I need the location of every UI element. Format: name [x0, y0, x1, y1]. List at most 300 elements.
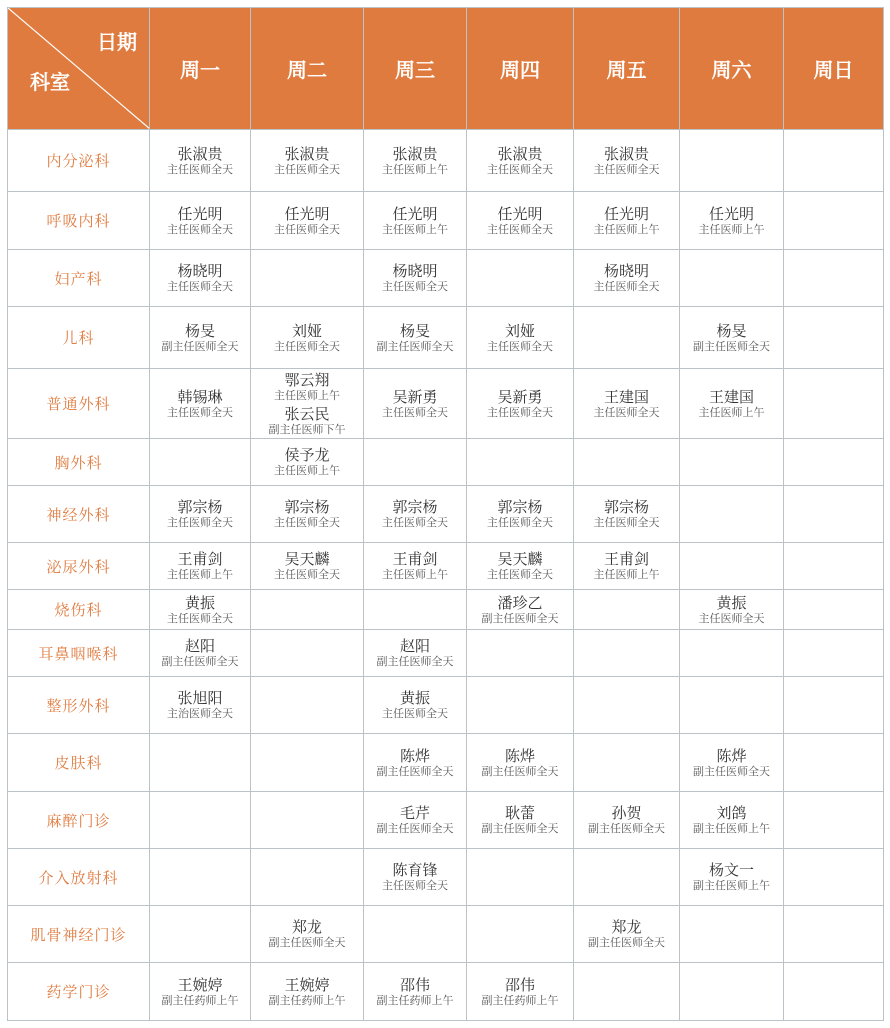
doctor-name: 杨文一	[708, 861, 754, 879]
doctor-name: 吴新勇	[392, 387, 438, 406]
doctor-entry	[167, 689, 233, 721]
schedule-cell	[467, 307, 574, 369]
doctor-title-session: 主任医师全天	[487, 516, 553, 529]
day-header: 周二	[251, 8, 364, 130]
doctor-name: 杨旻	[184, 321, 215, 340]
doctor-name: 王婉婷	[177, 975, 223, 994]
schedule-row	[8, 307, 884, 369]
department-name: 呼吸内科	[8, 192, 150, 250]
schedule-cell	[251, 734, 364, 792]
schedule-cell	[251, 439, 364, 486]
doctor-entry	[269, 405, 346, 437]
doctor-title-session: 主任医师全天	[487, 162, 553, 176]
doctor-entry	[382, 498, 448, 530]
doctor-entry	[167, 388, 233, 420]
doctor-name: 吴天麟	[284, 550, 330, 568]
schedule-cell	[364, 486, 467, 543]
doctor-entry	[594, 388, 660, 420]
schedule-cell	[784, 486, 884, 543]
schedule-cell	[574, 792, 680, 849]
doctor-title-session: 主任医师全天	[593, 280, 660, 293]
doctor-title-session: 副主任医师全天	[268, 936, 346, 949]
schedule-row	[8, 677, 884, 734]
schedule-cell	[784, 677, 884, 734]
doctor-name: 黄振	[184, 593, 215, 612]
schedule-row	[8, 963, 884, 1021]
schedule-cell	[467, 906, 574, 963]
schedule-row	[8, 130, 884, 192]
doctor-name: 郑龙	[291, 918, 322, 936]
schedule-cell	[784, 906, 884, 963]
schedule-cell	[364, 307, 467, 369]
schedule-cell	[467, 849, 574, 906]
schedule-cell	[574, 963, 680, 1021]
doctor-entry	[167, 550, 233, 582]
doctor-title-session: 副主任医师全天	[376, 822, 454, 835]
doctor-entry	[377, 637, 454, 669]
doctor-entry	[167, 594, 233, 626]
doctor-name: 张淑贵	[497, 144, 543, 163]
doctor-title-session: 主任医师上午	[698, 405, 765, 419]
doctor-title-session: 主任医师全天	[167, 611, 233, 625]
schedule-cell	[150, 906, 251, 963]
doctor-entry	[382, 205, 448, 237]
schedule-cell	[251, 963, 364, 1021]
schedule-cell	[150, 130, 251, 192]
doctor-title-session: 主任医师上午	[274, 388, 340, 402]
schedule-cell	[680, 906, 784, 963]
doctor-title-session: 主任医师上午	[698, 222, 765, 236]
schedule-cell	[680, 963, 784, 1021]
schedule-table	[7, 7, 884, 1021]
doctor-entry	[487, 205, 553, 237]
schedule-cell	[251, 307, 364, 369]
schedule-cell	[784, 307, 884, 369]
schedule-cell	[150, 734, 251, 792]
schedule-cell	[251, 543, 364, 590]
department-axis-label: 科室	[30, 70, 70, 94]
doctor-entry	[167, 205, 233, 237]
doctor-title-session: 主任医师全天	[382, 405, 448, 419]
schedule-cell	[680, 307, 784, 369]
doctor-name: 王建国	[603, 387, 649, 406]
doctor-name: 郭宗杨	[392, 498, 438, 516]
schedule-cell	[784, 963, 884, 1021]
doctor-entry	[588, 918, 665, 950]
schedule-cell	[467, 963, 574, 1021]
schedule-cell	[784, 250, 884, 307]
schedule-row	[8, 792, 884, 849]
doctor-name: 杨晓明	[392, 262, 438, 280]
doctor-name: 黄振	[716, 593, 747, 612]
doctor-name: 赵阳	[399, 637, 430, 655]
schedule-cell	[680, 439, 784, 486]
doctor-title-session: 主任医师全天	[487, 222, 553, 236]
doctor-name: 任光明	[603, 204, 649, 223]
schedule-cell	[467, 250, 574, 307]
schedule-cell	[251, 250, 364, 307]
schedule-cell	[574, 307, 680, 369]
schedule-cell	[150, 963, 251, 1021]
schedule-cell	[574, 250, 680, 307]
doctor-name: 刘娅	[291, 321, 322, 340]
doctor-title-session: 主任医师全天	[274, 339, 340, 353]
doctor-title-session: 主任医师全天	[167, 222, 233, 236]
doctor-name: 杨旻	[399, 321, 430, 340]
doctor-entry	[487, 498, 553, 530]
schedule-cell	[251, 590, 364, 630]
doctor-title-session: 副主任医师全天	[376, 764, 454, 778]
schedule-cell	[364, 130, 467, 192]
doctor-name: 张淑贵	[284, 144, 330, 163]
doctor-name: 任光明	[392, 204, 438, 223]
schedule-cell	[467, 792, 574, 849]
schedule-cell	[680, 734, 784, 792]
doctor-name: 耿蕾	[504, 804, 535, 822]
doctor-name: 邵伟	[504, 975, 535, 994]
doctor-name: 张旭阳	[177, 689, 223, 707]
schedule-cell	[150, 369, 251, 439]
doctor-entry	[482, 747, 559, 779]
schedule-cell	[251, 192, 364, 250]
doctor-title-session: 副主任医师全天	[588, 822, 665, 835]
day-header: 周一	[150, 8, 251, 130]
schedule-cell	[364, 369, 467, 439]
schedule-cell	[467, 543, 574, 590]
schedule-cell	[364, 906, 467, 963]
day-header: 周四	[467, 8, 574, 130]
doctor-name: 王甫剑	[603, 550, 649, 568]
schedule-cell	[574, 543, 680, 590]
schedule-cell	[467, 677, 574, 734]
doctor-name: 陈育锋	[392, 861, 438, 879]
doctor-name: 毛芹	[399, 804, 430, 822]
schedule-row	[8, 590, 884, 630]
schedule-cell	[784, 590, 884, 630]
doctor-title-session: 副主任医师全天	[693, 339, 770, 353]
schedule-cell	[364, 630, 467, 677]
doctor-name: 吴天麟	[497, 550, 543, 568]
doctor-name: 王建国	[708, 387, 754, 406]
doctor-entry	[594, 550, 660, 582]
doctor-title-session: 主任医师全天	[382, 516, 448, 529]
doctor-entry	[699, 205, 765, 237]
schedule-cell	[251, 906, 364, 963]
doctor-name: 陈烨	[504, 746, 535, 765]
schedule-cell	[574, 486, 680, 543]
doctor-name: 邵伟	[399, 975, 430, 994]
doctor-entry	[167, 145, 233, 177]
doctor-name: 孙贺	[611, 804, 642, 822]
schedule-cell	[364, 192, 467, 250]
schedule-cell	[364, 792, 467, 849]
doctor-title-session: 主任医师上午	[167, 568, 233, 581]
doctor-entry	[382, 550, 448, 582]
doctor-title-session: 副主任医师上午	[693, 879, 770, 892]
schedule-cell	[574, 590, 680, 630]
doctor-entry	[699, 388, 765, 420]
doctor-name: 韩锡琳	[177, 387, 223, 406]
schedule-cell	[150, 307, 251, 369]
schedule-cell	[784, 130, 884, 192]
doctor-entry	[482, 594, 559, 626]
schedule-row	[8, 734, 884, 792]
doctor-entry	[274, 322, 340, 354]
schedule-cell	[574, 630, 680, 677]
doctor-entry	[594, 145, 660, 177]
schedule-cell	[467, 630, 574, 677]
department-name: 耳鼻咽喉科	[8, 630, 150, 677]
department-name: 泌尿外科	[8, 543, 150, 590]
doctor-title-session: 副主任医师全天	[481, 822, 559, 835]
department-name: 内分泌科	[8, 130, 150, 192]
doctor-name: 侯予龙	[284, 446, 330, 464]
department-name: 妇产科	[8, 250, 150, 307]
doctor-title-session: 主任医师全天	[167, 516, 233, 529]
schedule-cell	[150, 543, 251, 590]
day-header: 周三	[364, 8, 467, 130]
doctor-title-session: 副主任医师全天	[161, 655, 239, 668]
doctor-title-session: 主任医师全天	[274, 162, 340, 176]
schedule-cell	[680, 677, 784, 734]
doctor-title-session: 副主任医师全天	[481, 764, 559, 778]
doctor-title-session: 主任医师全天	[167, 162, 233, 176]
schedule-cell	[364, 250, 467, 307]
schedule-cell	[784, 192, 884, 250]
schedule-cell	[574, 849, 680, 906]
doctor-entry	[382, 262, 448, 294]
doctor-name: 杨晓明	[603, 262, 649, 280]
doctor-entry	[167, 262, 233, 294]
doctor-title-session: 主任医师上午	[382, 568, 448, 581]
schedule-cell	[574, 130, 680, 192]
doctor-title-session: 主任医师全天	[593, 516, 660, 529]
doctor-name: 张淑贵	[392, 144, 438, 163]
schedule-cell	[364, 439, 467, 486]
schedule-cell	[364, 677, 467, 734]
doctor-entry	[487, 322, 553, 354]
doctor-name: 杨晓明	[177, 262, 223, 280]
doctor-title-session: 副主任医师全天	[376, 655, 454, 668]
day-header: 周日	[784, 8, 884, 130]
doctor-name: 任光明	[177, 204, 223, 223]
doctor-title-session: 主任医师上午	[593, 222, 660, 236]
doctor-title-session: 主任医师全天	[274, 568, 340, 581]
schedule-cell	[150, 439, 251, 486]
schedule-cell	[364, 734, 467, 792]
doctor-title-session: 副主任药师上午	[376, 993, 454, 1007]
schedule-cell	[467, 369, 574, 439]
doctor-name: 郭宗杨	[177, 498, 223, 516]
schedule-cell	[784, 543, 884, 590]
department-name: 普通外科	[8, 369, 150, 439]
doctor-name: 王甫剑	[392, 550, 438, 568]
doctor-title-session: 主任医师全天	[382, 879, 448, 892]
corner-header	[8, 8, 150, 130]
doctor-title-session: 副主任医师全天	[161, 339, 239, 353]
schedule-row	[8, 192, 884, 250]
doctor-entry	[274, 498, 340, 530]
schedule-cell	[251, 130, 364, 192]
doctor-entry	[377, 804, 454, 836]
doctor-entry	[162, 976, 239, 1008]
schedule-cell	[251, 630, 364, 677]
schedule-cell	[574, 906, 680, 963]
schedule-row	[8, 630, 884, 677]
doctor-name: 黄振	[399, 689, 430, 707]
schedule-cell	[784, 369, 884, 439]
doctor-title-session: 主任医师全天	[167, 405, 233, 419]
doctor-title-session: 副主任医师下午	[268, 422, 346, 436]
schedule-row	[8, 849, 884, 906]
doctor-name: 郭宗杨	[603, 498, 649, 516]
doctor-entry	[699, 594, 765, 626]
doctor-entry	[382, 388, 448, 420]
schedule-cell	[150, 792, 251, 849]
schedule-cell	[784, 849, 884, 906]
schedule-cell	[680, 486, 784, 543]
doctor-entry	[167, 498, 233, 530]
department-name: 药学门诊	[8, 963, 150, 1021]
schedule-cell	[680, 630, 784, 677]
doctor-title-session: 主任医师上午	[382, 162, 448, 176]
schedule-cell	[251, 369, 364, 439]
schedule-cell	[680, 192, 784, 250]
department-name: 烧伤科	[8, 590, 150, 630]
doctor-entry	[269, 918, 346, 950]
doctor-name: 潘珍乙	[497, 593, 543, 612]
doctor-name: 吴新勇	[497, 387, 543, 406]
doctor-entry	[382, 145, 448, 177]
doctor-title-session: 主任医师上午	[274, 464, 340, 477]
doctor-title-session: 主任医师全天	[274, 222, 340, 236]
doctor-title-session: 副主任药师上午	[268, 993, 346, 1007]
schedule-cell	[784, 734, 884, 792]
schedule-row	[8, 250, 884, 307]
schedule-cell	[784, 792, 884, 849]
schedule-cell	[364, 590, 467, 630]
doctor-entry	[487, 145, 553, 177]
doctor-title-session: 主任医师全天	[593, 405, 660, 419]
doctor-entry	[382, 861, 448, 893]
doctor-entry	[482, 976, 559, 1008]
schedule-cell	[251, 677, 364, 734]
doctor-title-session: 主任医师全天	[593, 162, 660, 176]
department-name: 神经外科	[8, 486, 150, 543]
department-name: 儿科	[8, 307, 150, 369]
schedule-cell	[467, 439, 574, 486]
doctor-title-session: 主任医师全天	[274, 516, 340, 529]
doctor-name: 任光明	[708, 204, 754, 223]
doctor-title-session: 副主任药师上午	[481, 993, 559, 1007]
doctor-title-session: 副主任医师上午	[693, 822, 770, 835]
doctor-name: 鄂云翔	[284, 370, 330, 389]
schedule-cell	[680, 792, 784, 849]
doctor-title-session: 副主任医师全天	[588, 936, 665, 949]
schedule-cell	[150, 486, 251, 543]
doctor-name: 王婉婷	[284, 975, 330, 994]
doctor-title-session: 主任医师上午	[593, 568, 660, 581]
schedule-cell	[150, 590, 251, 630]
doctor-entry	[377, 747, 454, 779]
schedule-row	[8, 543, 884, 590]
schedule-cell	[467, 192, 574, 250]
doctor-title-session: 主治医师全天	[167, 707, 233, 720]
doctor-name: 刘鸽	[716, 804, 747, 822]
doctor-name: 任光明	[284, 204, 330, 223]
doctor-title-session: 主任医师全天	[487, 568, 553, 581]
doctor-entry	[162, 322, 239, 354]
schedule-cell	[574, 192, 680, 250]
doctor-name: 郭宗杨	[284, 498, 330, 516]
doctor-name: 张淑贵	[603, 144, 649, 163]
schedule-row	[8, 439, 884, 486]
doctor-title-session: 主任医师全天	[698, 611, 765, 625]
schedule-cell	[467, 590, 574, 630]
doctor-entry	[594, 262, 660, 294]
schedule-cell	[680, 590, 784, 630]
schedule-row	[8, 486, 884, 543]
doctor-title-session: 主任医师全天	[167, 280, 233, 293]
doctor-entry	[269, 976, 346, 1008]
doctor-entry	[162, 637, 239, 669]
doctor-entry	[377, 322, 454, 354]
schedule-cell	[784, 630, 884, 677]
schedule-cell	[251, 792, 364, 849]
date-axis-label: 日期	[97, 30, 137, 54]
schedule-cell	[467, 486, 574, 543]
doctor-title-session: 副主任医师全天	[376, 339, 454, 353]
department-name: 皮肤科	[8, 734, 150, 792]
doctor-entry	[487, 388, 553, 420]
doctor-name: 郑龙	[611, 918, 642, 936]
doctor-entry	[274, 371, 340, 403]
schedule-cell	[784, 439, 884, 486]
schedule-cell	[150, 630, 251, 677]
department-name: 介入放射科	[8, 849, 150, 906]
schedule-cell	[150, 677, 251, 734]
schedule-cell	[150, 849, 251, 906]
schedule-cell	[364, 963, 467, 1021]
doctor-name: 刘娅	[504, 321, 535, 340]
doctor-entry	[693, 747, 770, 779]
schedule-cell	[574, 677, 680, 734]
doctor-name: 陈烨	[716, 746, 747, 765]
doctor-name: 王甫剑	[177, 550, 223, 568]
schedule-cell	[574, 369, 680, 439]
schedule-cell	[574, 734, 680, 792]
schedule-cell	[364, 543, 467, 590]
doctor-name: 赵阳	[184, 637, 215, 655]
schedule-row	[8, 369, 884, 439]
doctor-entry	[594, 205, 660, 237]
day-header: 周五	[574, 8, 680, 130]
doctor-title-session: 主任医师全天	[382, 280, 448, 293]
department-name: 整形外科	[8, 677, 150, 734]
doctor-entry	[274, 446, 340, 478]
doctor-entry	[382, 689, 448, 721]
doctor-title-session: 主任医师全天	[382, 707, 448, 720]
doctor-entry	[487, 550, 553, 582]
doctor-entry	[274, 145, 340, 177]
department-name: 肌骨神经门诊	[8, 906, 150, 963]
doctor-entry	[274, 550, 340, 582]
doctor-name: 任光明	[497, 204, 543, 223]
doctor-name: 杨旻	[716, 321, 747, 340]
schedule-cell	[680, 369, 784, 439]
doctor-name: 郭宗杨	[497, 498, 543, 516]
doctor-title-session: 主任医师全天	[487, 405, 553, 419]
